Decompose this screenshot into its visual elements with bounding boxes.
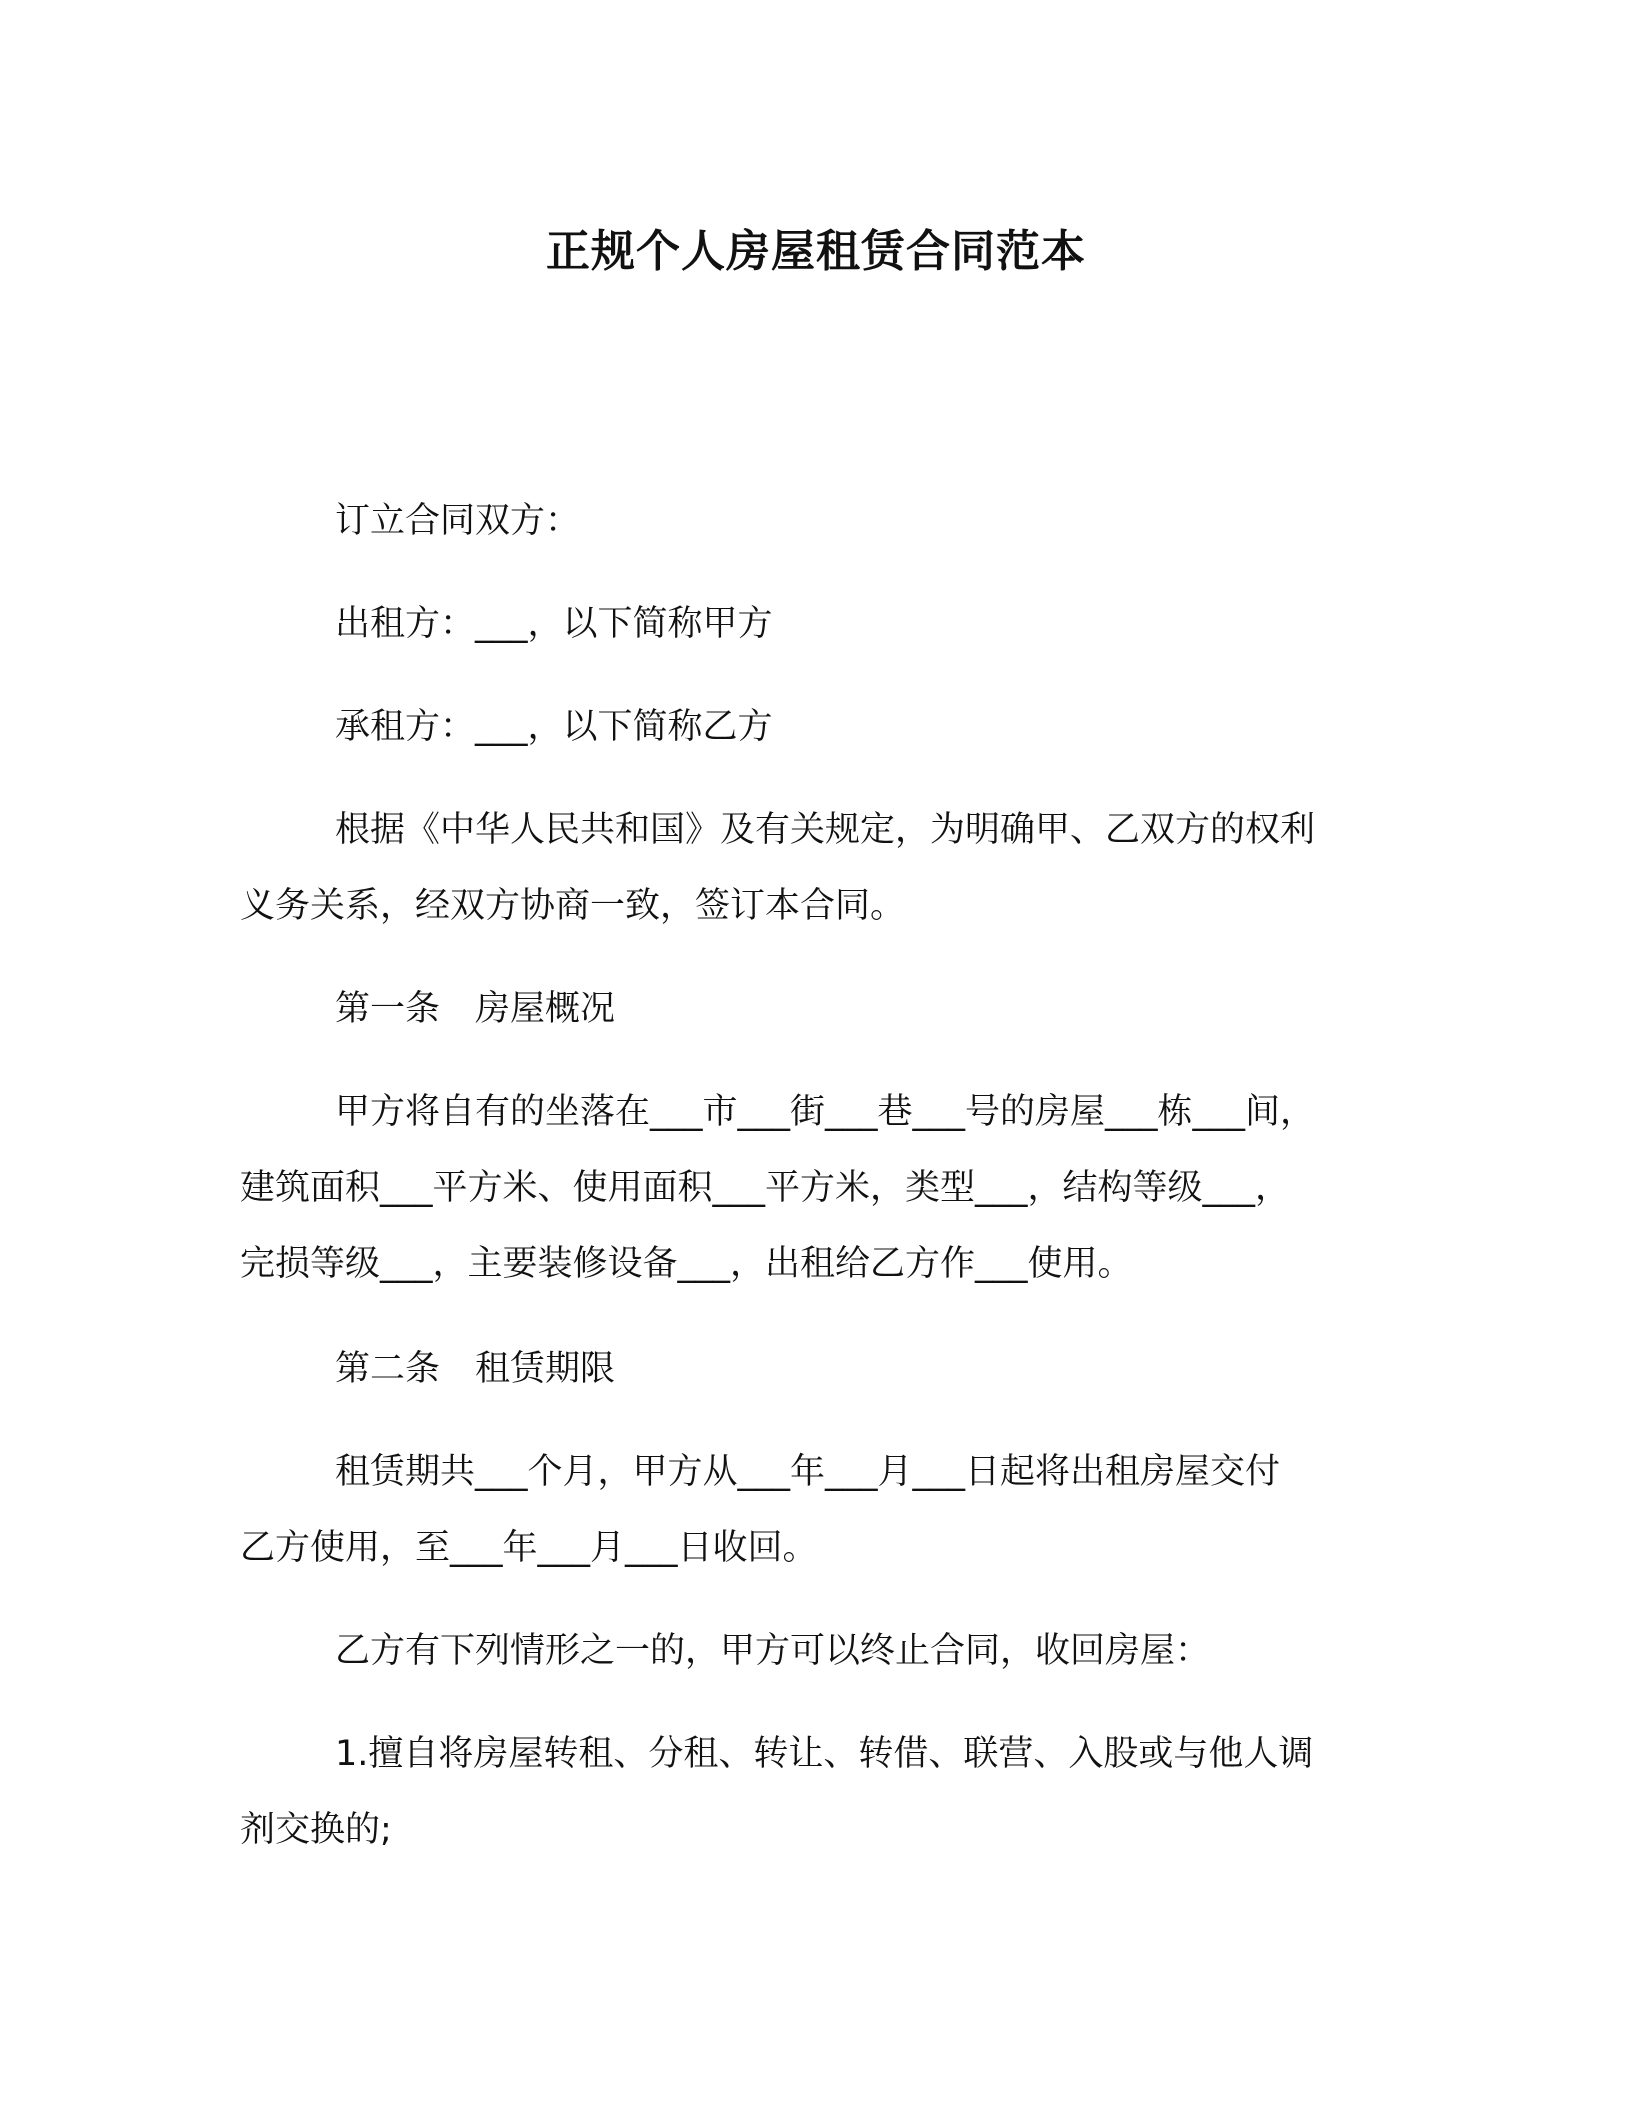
- paragraph-line: 出租方：___，以下简称甲方: [335, 604, 773, 644]
- paragraph-property-overview: [240, 1088, 1400, 1288]
- paragraph-line: 订立合同双方：: [335, 501, 581, 541]
- paragraph-line: 剂交换的;: [240, 1810, 392, 1850]
- paragraph-line: 租赁期共___个月，甲方从___年___月___日起将出租房屋交付: [335, 1452, 1281, 1492]
- paragraph-line: 乙方有下列情形之一的，甲方可以终止合同，收回房屋：: [335, 1631, 1211, 1671]
- paragraph-lease-term: [240, 1448, 1400, 1572]
- paragraph-line: 建筑面积___平方米、使用面积___平方米，类型___，结构等级___，: [240, 1168, 1291, 1208]
- paragraph-line: 甲方将自有的坐落在___市___街___巷___号的房屋___栋___间，: [335, 1092, 1316, 1132]
- paragraph-line: 乙方使用，至___年___月___日收回。: [240, 1528, 818, 1568]
- paragraph-line: 第二条 租赁期限: [335, 1349, 616, 1389]
- article-2-heading: [240, 1345, 1400, 1393]
- paragraph-termination-conditions: [240, 1627, 1400, 1675]
- paragraph-line: 根据《中华人民共和国》及有关规定，为明确甲、乙双方的权利: [335, 810, 1316, 850]
- paragraph-line: 义务关系，经双方协商一致，签订本合同。: [240, 886, 906, 926]
- paragraph-line: 承租方：___，以下简称乙方: [335, 707, 773, 747]
- paragraph-parties-intro: [240, 497, 1400, 545]
- paragraph-line: 第一条 房屋概况: [335, 989, 616, 1029]
- article-1-heading: [240, 985, 1400, 1033]
- document-title: 正规个人房屋租赁合同范本: [546, 226, 1086, 277]
- paragraph-basis: [240, 806, 1400, 930]
- paragraph-line: 完损等级___，主要装修设备___，出租给乙方作___使用。: [240, 1244, 1133, 1284]
- paragraph-line: 1.擅自将房屋转租、分租、转让、转借、联营、入股或与他人调: [335, 1734, 1314, 1774]
- paragraph-lessee: [240, 703, 1400, 751]
- paragraph-condition-1: [240, 1730, 1400, 1854]
- paragraph-lessor: [240, 600, 1400, 648]
